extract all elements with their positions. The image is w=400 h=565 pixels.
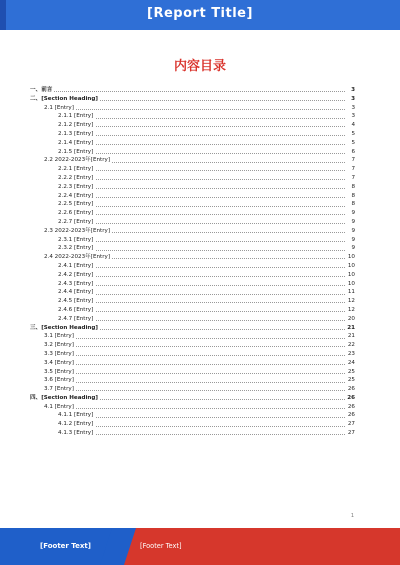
toc-entry-page: 25	[345, 376, 355, 385]
toc-leader-dots	[58, 417, 345, 418]
toc-entry-page: 4	[345, 121, 355, 130]
toc-entry[interactable]	[30, 218, 355, 227]
toc-entry-label: 2.2.2 [Entry]	[58, 174, 94, 181]
toc-entry[interactable]	[30, 121, 355, 130]
toc-leader-dots	[58, 311, 345, 312]
toc-entry-page: 10	[345, 280, 355, 289]
toc-entry-page: 12	[345, 306, 355, 315]
toc-entry-label: 2.4.6 [Entry]	[58, 306, 94, 313]
toc-leader-dots	[30, 91, 345, 92]
toc-entry-page: 23	[345, 350, 355, 359]
toc-leader-dots	[58, 426, 345, 427]
toc-leader-dots	[58, 118, 345, 119]
toc-entry[interactable]	[30, 112, 355, 121]
toc-entry[interactable]	[30, 174, 355, 183]
toc-entry-page: 10	[345, 253, 355, 262]
toc-heading: 内容目录	[173, 59, 226, 74]
toc-entry[interactable]	[30, 156, 355, 165]
toc-entry-label: 2.4.7 [Entry]	[58, 315, 94, 322]
toc-entry-label: 2.3 2022-2023年[Entry]	[44, 227, 111, 234]
toc-entry-label: 2.4.3 [Entry]	[58, 280, 94, 287]
toc-entry-page: 26	[345, 394, 355, 403]
footer-banner	[0, 528, 400, 565]
toc-entry[interactable]	[30, 227, 355, 236]
toc-entry[interactable]	[30, 209, 355, 218]
toc-entry-label: 2.1.4 [Entry]	[58, 139, 94, 146]
toc-entry-page: 7	[345, 156, 355, 165]
toc-leader-dots	[58, 267, 345, 268]
toc-entry[interactable]	[30, 385, 355, 394]
toc-entry[interactable]	[30, 244, 355, 253]
toc-entry[interactable]	[30, 332, 355, 341]
toc-leader-dots	[44, 109, 345, 110]
toc-entry-page: 3	[345, 104, 355, 113]
toc-entry-label: 2.2 2022-2023年[Entry]	[44, 157, 111, 164]
toc-entry[interactable]	[30, 315, 355, 324]
toc-leader-dots	[44, 364, 345, 365]
toc-entry[interactable]	[30, 104, 355, 113]
toc-leader-dots	[58, 126, 345, 127]
toc-entry[interactable]	[30, 148, 355, 157]
toc-entry-label: 2.4 2022-2023年[Entry]	[44, 254, 111, 261]
toc-entry[interactable]	[30, 192, 355, 201]
toc-entry-label: 2.1 [Entry]	[44, 104, 74, 111]
toc-entry-label: 2.4.2 [Entry]	[58, 271, 94, 278]
toc-entry[interactable]	[30, 262, 355, 271]
toc-leader-dots	[44, 373, 345, 374]
toc-entry-page: 21	[345, 332, 355, 341]
toc-entry-label: 2.1.3 [Entry]	[58, 130, 94, 137]
toc-entry[interactable]	[30, 394, 355, 403]
toc-entry-label: 4.1 [Entry]	[44, 403, 74, 410]
toc-entry-page: 5	[345, 139, 355, 148]
toc-entry-label: 二、[Section Heading]	[30, 95, 98, 102]
toc-leader-dots	[44, 338, 345, 339]
toc-entry-page: 21	[345, 324, 355, 333]
toc-entry-page: 24	[345, 359, 355, 368]
toc-entry-label: 2.2.4 [Entry]	[58, 192, 94, 199]
page-number: 1	[350, 513, 354, 519]
toc-leader-dots	[58, 197, 345, 198]
toc-entry-page: 3	[345, 86, 355, 95]
toc-entry-label: 4.1.3 [Entry]	[58, 430, 94, 437]
toc-entry-page: 9	[345, 209, 355, 218]
toc-entry-page: 27	[345, 420, 355, 429]
toc-entry-page: 9	[345, 236, 355, 245]
toc-entry-page: 7	[345, 174, 355, 183]
toc-entry[interactable]	[30, 297, 355, 306]
toc-entry[interactable]	[30, 130, 355, 139]
toc-entry-page: 8	[345, 200, 355, 209]
toc-entry[interactable]	[30, 359, 355, 368]
toc-leader-dots	[44, 346, 345, 347]
toc-entry-label: 2.1.1 [Entry]	[58, 113, 94, 120]
toc-entry-label: 2.2.1 [Entry]	[58, 166, 94, 173]
toc-entry-label: 2.4.1 [Entry]	[58, 262, 94, 269]
toc-entry-label: 2.2.3 [Entry]	[58, 183, 94, 190]
toc-entry[interactable]	[30, 288, 355, 297]
toc-entry-page: 26	[345, 403, 355, 412]
toc-entry-page: 26	[345, 385, 355, 394]
toc-entry[interactable]	[30, 429, 355, 438]
toc-entry-label: 2.1.2 [Entry]	[58, 122, 94, 129]
toc-entry-label: 2.3.2 [Entry]	[58, 245, 94, 252]
toc-leader-dots	[58, 179, 345, 180]
toc-entry-label: 2.2.5 [Entry]	[58, 201, 94, 208]
toc-entry-label: 2.3.1 [Entry]	[58, 236, 94, 243]
toc-leader-dots	[44, 408, 345, 409]
toc-entry[interactable]	[30, 306, 355, 315]
toc-entry[interactable]	[30, 236, 355, 245]
toc-entry-page: 3	[345, 112, 355, 121]
toc-leader-dots	[44, 382, 345, 383]
toc-entry[interactable]	[30, 341, 355, 350]
toc-leader-dots	[58, 214, 345, 215]
toc-entry[interactable]	[30, 95, 355, 104]
toc-entry-label: 4.1.1 [Entry]	[58, 412, 94, 419]
toc-entry[interactable]	[30, 139, 355, 148]
toc-leader-dots	[44, 355, 345, 356]
toc-entry-page: 22	[345, 341, 355, 350]
toc-entry-page: 6	[345, 148, 355, 157]
toc-entry-label: 2.2.6 [Entry]	[58, 210, 94, 217]
toc-entry-page: 26	[345, 411, 355, 420]
toc-leader-dots	[58, 320, 345, 321]
toc-entry-label: 2.4.5 [Entry]	[58, 298, 94, 305]
toc-entry[interactable]	[30, 376, 355, 385]
report-title: [Report Title]	[147, 6, 253, 21]
toc-entry-label: 3.6 [Entry]	[44, 377, 74, 384]
toc-entry-page: 8	[345, 192, 355, 201]
toc-entry[interactable]	[30, 420, 355, 429]
toc-leader-dots	[58, 241, 345, 242]
toc-leader-dots	[58, 250, 345, 251]
toc-entry[interactable]	[30, 350, 355, 359]
toc-entry-page: 10	[345, 271, 355, 280]
toc-entry-label: 4.1.2 [Entry]	[58, 421, 94, 428]
toc-entry-page: 10	[345, 262, 355, 271]
toc-entry-page: 9	[345, 227, 355, 236]
toc-entry-label: 3.2 [Entry]	[44, 342, 74, 349]
footer-right-text: [Footer Text]	[140, 542, 182, 550]
toc-entry-page: 12	[345, 297, 355, 306]
toc-entry-page: 9	[345, 244, 355, 253]
toc-entry-label: 2.1.5 [Entry]	[58, 148, 94, 155]
toc-entry[interactable]	[30, 324, 355, 333]
toc-leader-dots	[58, 170, 345, 171]
toc-entry-label: 3.1 [Entry]	[44, 333, 74, 340]
toc-entry-page: 5	[345, 130, 355, 139]
toc-leader-dots	[58, 206, 345, 207]
toc-leader-dots	[58, 144, 345, 145]
toc-entry-label: 3.7 [Entry]	[44, 386, 74, 393]
table-of-contents	[30, 86, 355, 438]
toc-entry[interactable]	[30, 86, 355, 95]
toc-entry-label: 三、[Section Heading]	[30, 324, 98, 331]
toc-leader-dots	[44, 390, 345, 391]
toc-entry-page: 3	[345, 95, 355, 104]
toc-entry[interactable]	[30, 403, 355, 412]
toc-leader-dots	[58, 188, 345, 189]
toc-entry-page: 27	[345, 429, 355, 438]
toc-leader-dots	[58, 135, 345, 136]
toc-entry-page: 7	[345, 165, 355, 174]
toc-entry[interactable]	[30, 411, 355, 420]
toc-leader-dots	[58, 276, 345, 277]
toc-leader-dots	[58, 302, 345, 303]
toc-entry-label: 四、[Section Heading]	[30, 394, 98, 401]
toc-leader-dots	[58, 223, 345, 224]
toc-entry[interactable]	[30, 165, 355, 174]
toc-entry-label: 3.5 [Entry]	[44, 368, 74, 375]
toc-entry-page: 20	[345, 315, 355, 324]
toc-entry-page: 9	[345, 218, 355, 227]
toc-entry-page: 11	[345, 288, 355, 297]
toc-leader-dots	[58, 153, 345, 154]
toc-leader-dots	[58, 285, 345, 286]
toc-entry[interactable]	[30, 368, 355, 377]
toc-leader-dots	[58, 294, 345, 295]
toc-entry[interactable]	[30, 280, 355, 289]
report-header	[0, 0, 400, 30]
toc-entry[interactable]	[30, 253, 355, 262]
toc-entry[interactable]	[30, 183, 355, 192]
toc-entry-page: 8	[345, 183, 355, 192]
toc-leader-dots	[58, 434, 345, 435]
toc-entry-label: 一、前言	[30, 87, 53, 93]
toc-entry-label: 3.3 [Entry]	[44, 350, 74, 357]
toc-entry-label: 3.4 [Entry]	[44, 359, 74, 366]
toc-entry-label: 2.4.4 [Entry]	[58, 289, 94, 296]
footer-left-text: [Footer Text]	[40, 542, 91, 550]
toc-entry-page: 25	[345, 368, 355, 377]
toc-entry-label: 2.2.7 [Entry]	[58, 218, 94, 225]
toc-entry[interactable]	[30, 271, 355, 280]
toc-entry[interactable]	[30, 200, 355, 209]
